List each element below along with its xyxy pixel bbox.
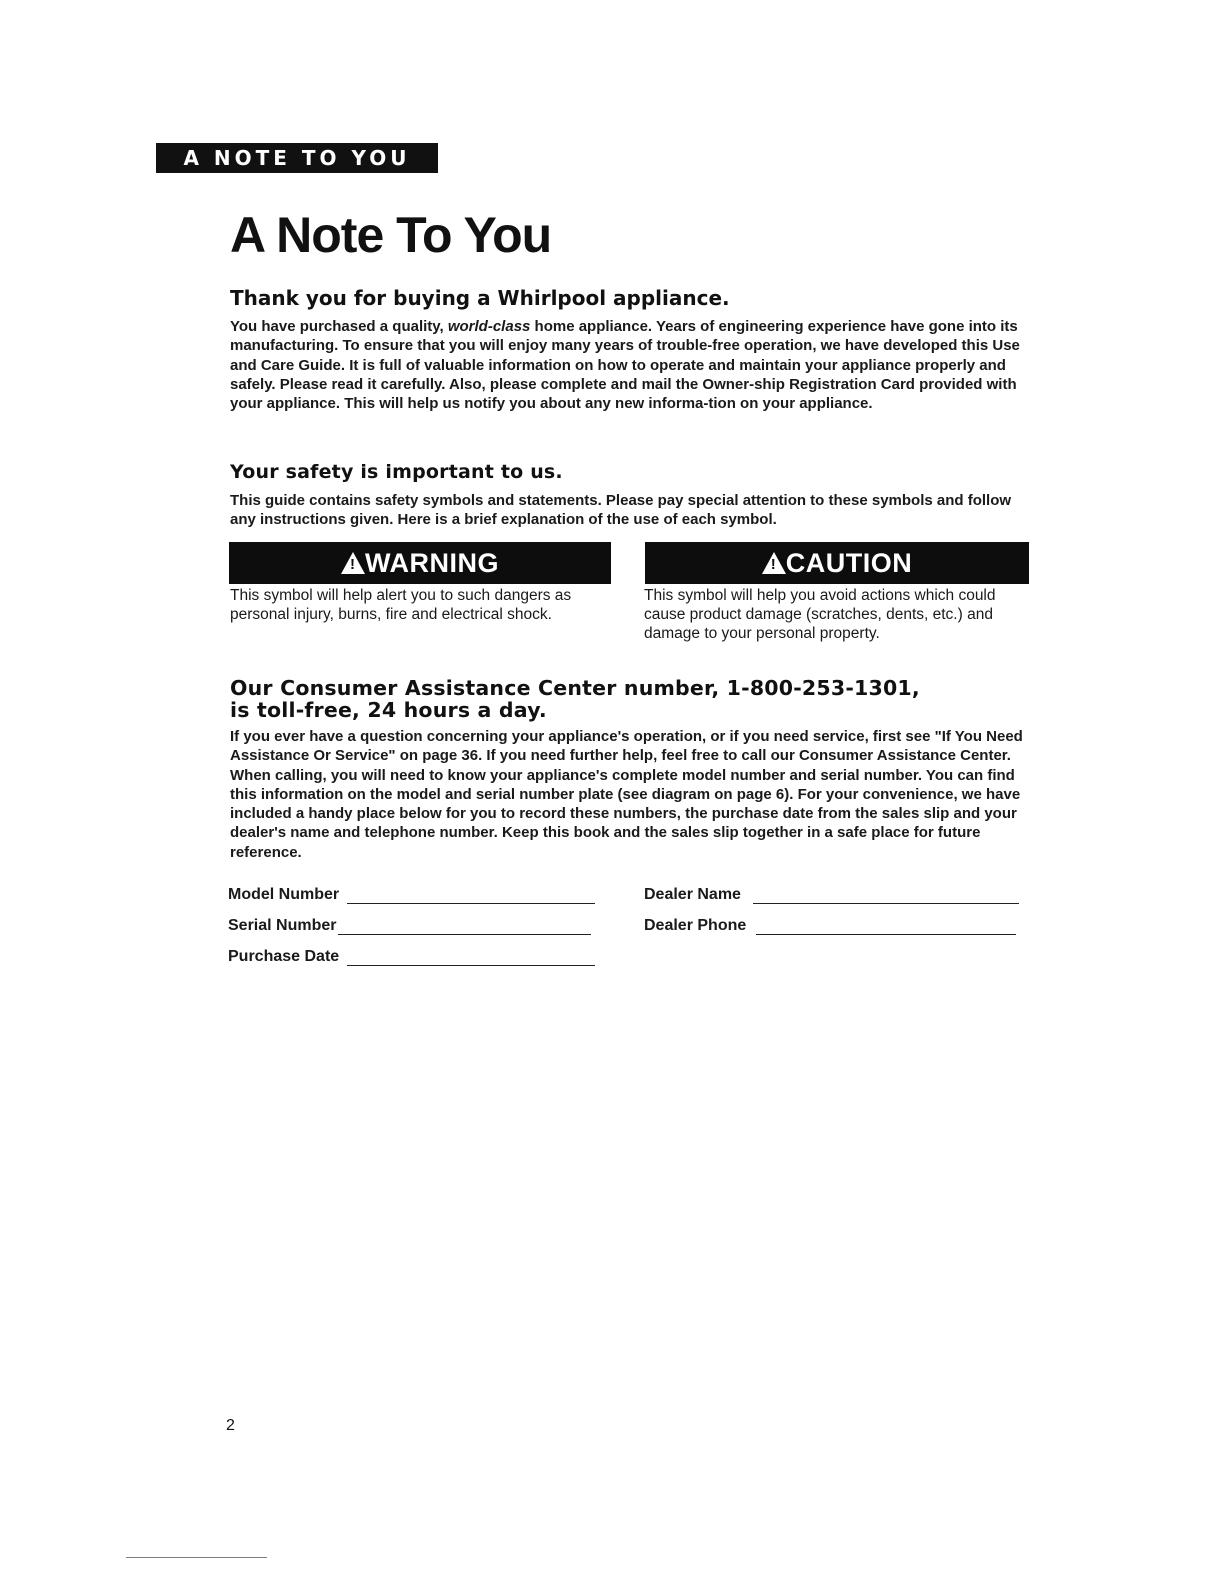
serial-number-field[interactable] xyxy=(228,917,591,935)
warning-banner xyxy=(229,542,611,584)
safety-body: This guide contains safety symbols and statements. Please pay special attention to these symbols and follow any instructions given. Here is a brief explanation of the use of each symbol. xyxy=(230,492,1012,529)
dealer-name-blank[interactable] xyxy=(753,887,1019,904)
section-tab: A NOTE TO YOU xyxy=(156,143,438,173)
dealer-name-label: Dealer Name xyxy=(644,886,741,903)
assistance-heading-line2: is toll-free, 24 hours a day. xyxy=(230,698,547,722)
world-class-italic: world-class xyxy=(447,318,531,335)
serial-number-label: Serial Number xyxy=(228,917,337,934)
purchase-date-field[interactable] xyxy=(228,948,595,966)
thank-you-body: You have purchased a quality, world-class home appliance. Years of engineering experience have gone into its manufacturing. To ensure that you will enjoy many years of trouble-free operation, we have developed this Use and Care Guide. It is full of valuable information on how to operate and maintain your appliance properly and safely. Please read it carefully. Also, please complete and mail the Owner-ship Registration Card provided with your appliance. This will help us notify you about any new informa-tion on your appliance. xyxy=(230,318,1020,413)
dealer-name-field[interactable] xyxy=(644,886,1019,904)
dealer-phone-label: Dealer Phone xyxy=(644,917,747,934)
model-number-label: Model Number xyxy=(228,886,340,903)
caution-label: CAUTION xyxy=(785,547,913,578)
thank-you-heading: Thank you for buying a Whirlpool appliance. xyxy=(230,286,730,310)
caution-description: This symbol will help you avoid actions which could cause product damage (scratches, dents, etc.) and damage to your personal property. xyxy=(644,587,996,642)
safety-heading: Your safety is important to us. xyxy=(230,461,563,483)
warning-label: WARNING xyxy=(365,547,499,578)
warning-triangle-icon xyxy=(341,552,365,574)
page-title: A Note To You xyxy=(230,207,552,263)
page-number: 2 xyxy=(226,1417,235,1434)
assistance-body: If you ever have a question concerning your appliance's operation, or if you need service, first see "If You Need Assistance Or Service" on page 36. If you need further help, feel free to call our Consumer Assistance Center. When calling, you will need to know your appliance's complete model number and serial number. You can find this information on the model and serial number plate (see diagram on page 6). For your convenience, we have included a handy place below for you to record these numbers, the purchase date from the sales slip and your dealer's name and telephone number. Keep this book and the sales slip together in a safe place for future reference. xyxy=(230,728,1023,861)
caution-banner xyxy=(645,542,1029,584)
assistance-heading-line1: Our Consumer Assistance Center number, 1-800-253-1301, xyxy=(230,676,920,700)
footer-rule xyxy=(126,1557,267,1558)
purchase-date-label: Purchase Date xyxy=(228,948,340,965)
serial-number-blank[interactable] xyxy=(338,918,591,935)
dealer-phone-blank[interactable] xyxy=(756,918,1016,935)
warning-description: This symbol will help alert you to such dangers as personal injury, burns, fire and electrical shock. xyxy=(230,587,572,623)
model-number-blank[interactable] xyxy=(347,887,595,904)
purchase-date-blank[interactable] xyxy=(347,949,595,966)
model-number-field[interactable] xyxy=(228,886,595,904)
dealer-phone-field[interactable] xyxy=(644,917,1016,935)
caution-triangle-icon xyxy=(762,552,786,574)
